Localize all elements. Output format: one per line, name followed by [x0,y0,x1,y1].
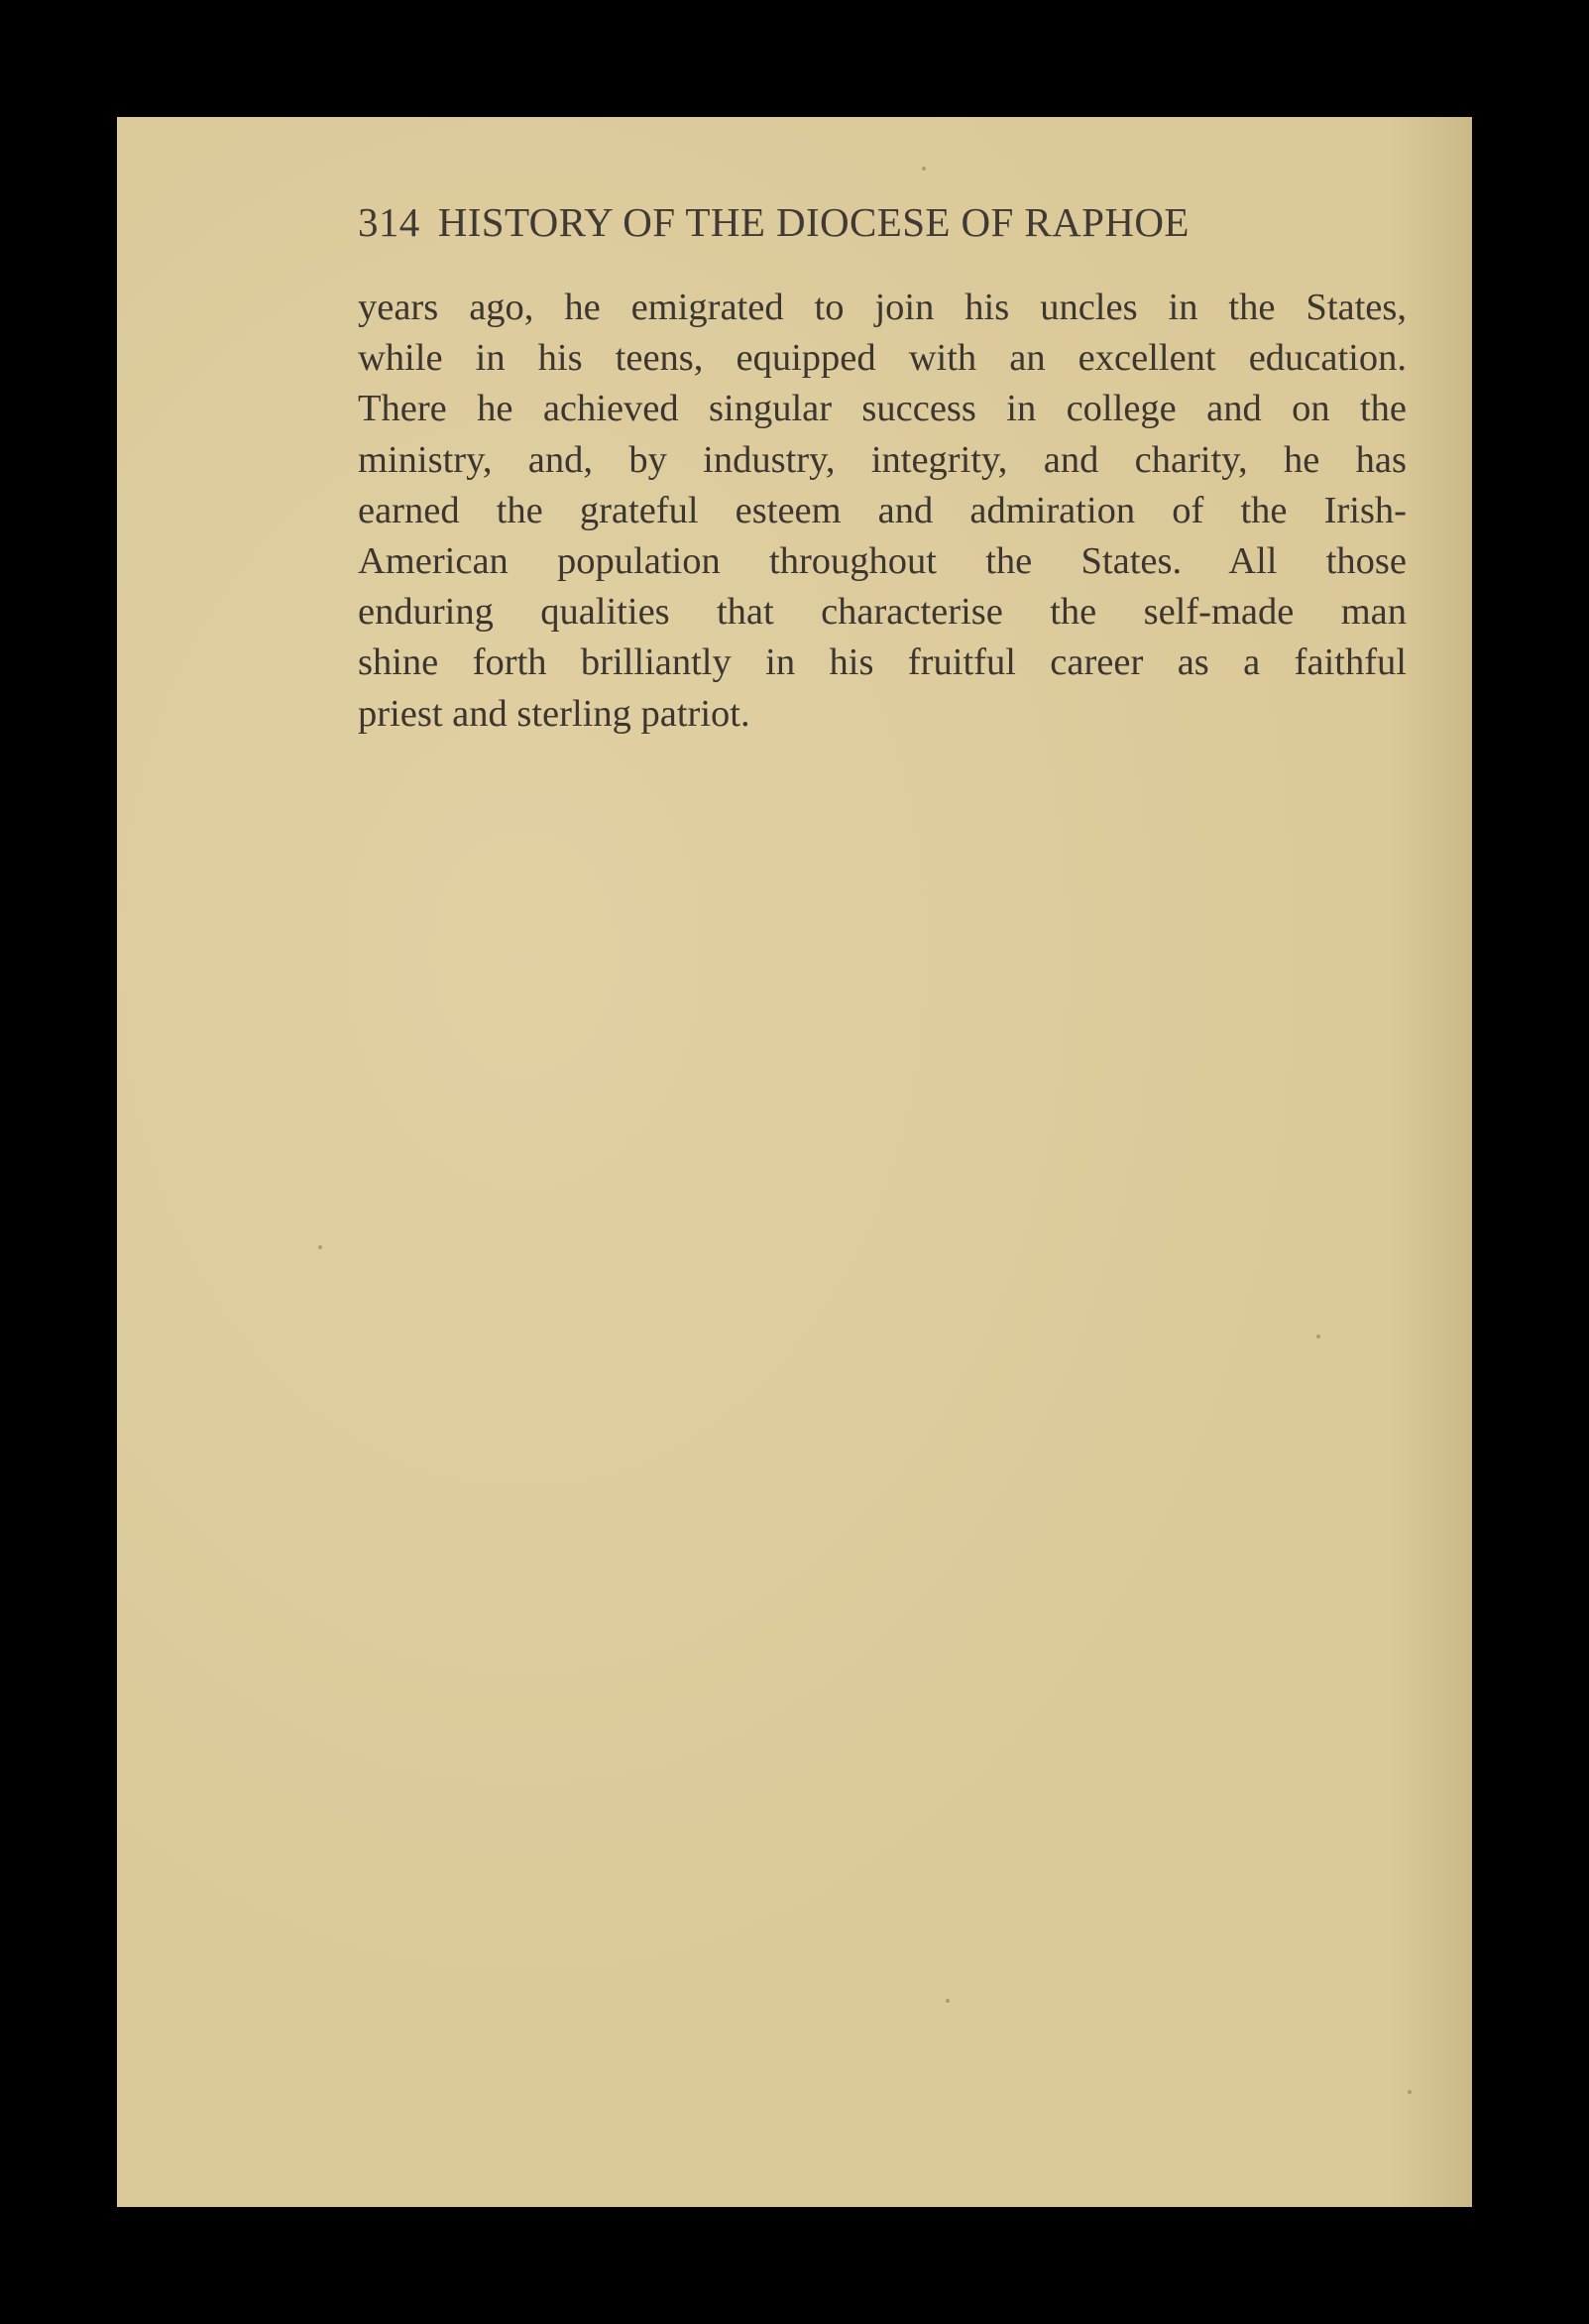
book-page [117,117,1472,2207]
body-paragraph [358,283,1407,740]
text-line: earned the grateful esteem and admiration of the Irish- [358,489,1407,531]
text-line: shine forth brilliantly in his fruitful career as a faithful [358,641,1407,684]
paper-speck [318,1245,322,1249]
text-line: There he achieved singular success in college and on the [358,388,1407,430]
paper-speck [922,167,926,171]
running-title: HISTORY OF THE DIOCESE OF RAPHOE [437,199,1190,245]
text-line: enduring qualities that characterise the self-made man [358,591,1407,634]
text-line: years ago, he emigrated to join his uncles in the States, [358,287,1407,328]
text-line: ministry, and, by industry, integrity, and charity, he has [358,438,1407,481]
paper-speck [1408,2090,1412,2094]
running-head [358,198,1349,268]
text-line: American population throughout the States. All those [358,540,1407,583]
text-line: priest and sterling patriot. [358,692,750,735]
text-line: while in his teens, equipped with an excellent education. [358,337,1407,380]
page-number: 314 [358,199,420,245]
paper-speck [946,1999,950,2003]
paper-speck [1316,1335,1320,1338]
